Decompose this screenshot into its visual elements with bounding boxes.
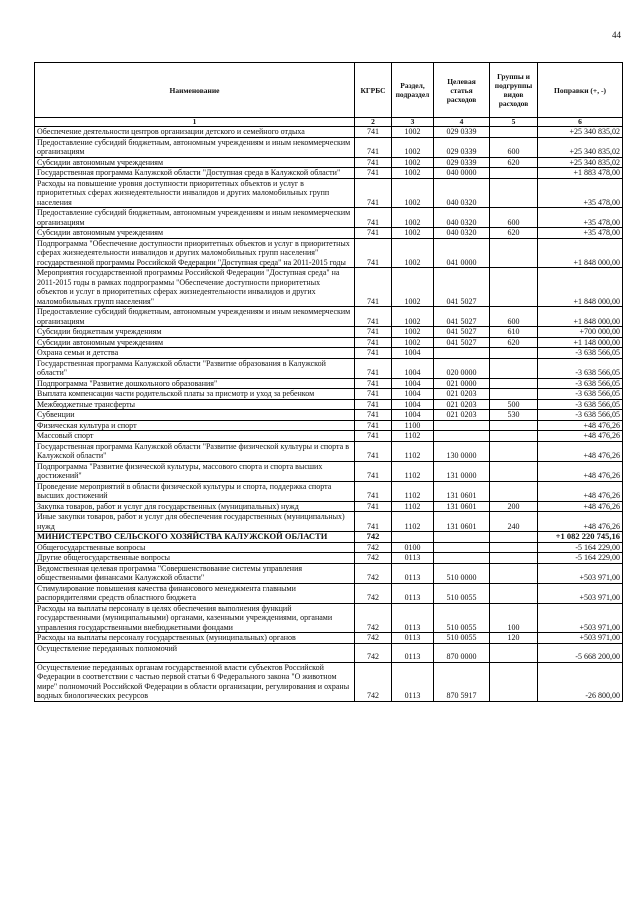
row-target-article: 041 5027 [434, 268, 490, 307]
row-expense-group: 120 [490, 633, 538, 644]
row-amount: +503 971,00 [538, 563, 623, 583]
row-kgrbs: 741 [355, 137, 392, 157]
row-expense-group [490, 532, 538, 543]
row-target-article: 029 0339 [434, 137, 490, 157]
row-target-article: 021 0203 [434, 410, 490, 421]
table-row [35, 168, 623, 179]
row-kgrbs: 741 [355, 358, 392, 378]
row-name: Проведение мероприятий в области физической культуры и спорта, поддержка спорта высших достижений [35, 481, 355, 501]
row-name: Расходы на выплаты персоналу в целях обеспечения выполнения функций государственными (муниципальными) органами, казенными учреждениями, органами управления государственными внебюджетными фондами [35, 603, 355, 633]
row-name: Обеспечение деятельности центров организации детского и семейного отдыха [35, 127, 355, 138]
table-row [35, 389, 623, 400]
table-row [35, 327, 623, 338]
row-section: 1002 [392, 327, 434, 338]
table-row [35, 481, 623, 501]
row-target-article [434, 420, 490, 431]
row-expense-group: 500 [490, 399, 538, 410]
row-target-article: 029 0339 [434, 127, 490, 138]
row-kgrbs: 741 [355, 337, 392, 348]
row-expense-group: 240 [490, 512, 538, 532]
table-row [35, 178, 623, 208]
header-kgrbs: КГРБС [355, 63, 392, 118]
row-amount: -5 164 229,00 [538, 553, 623, 564]
row-section: 0100 [392, 542, 434, 553]
row-expense-group [490, 420, 538, 431]
row-kgrbs: 742 [355, 532, 392, 543]
row-amount: +35 478,00 [538, 208, 623, 228]
row-kgrbs: 742 [355, 553, 392, 564]
row-name: МИНИСТЕРСТВО СЕЛЬСКОГО ХОЗЯЙСТВА КАЛУЖСКОЙ ОБЛАСТИ [35, 532, 355, 543]
row-expense-group [490, 662, 538, 701]
row-amount: +1 848 000,00 [538, 238, 623, 268]
table-row [35, 137, 623, 157]
row-section: 1004 [392, 399, 434, 410]
row-expense-group: 620 [490, 337, 538, 348]
row-name: Субсидии автономным учреждениям [35, 228, 355, 239]
table-body [35, 118, 623, 702]
row-target-article: 029 0339 [434, 157, 490, 168]
row-amount: +503 971,00 [538, 583, 623, 603]
row-name: Массовый спорт [35, 431, 355, 442]
row-section: 0113 [392, 633, 434, 644]
row-kgrbs: 741 [355, 461, 392, 481]
row-name: Стимулирование повышения качества финансового менеджмента главными распорядителями средств областного бюджета [35, 583, 355, 603]
row-expense-group [490, 348, 538, 359]
row-section: 1004 [392, 348, 434, 359]
row-name: Осуществление переданных органам государственной власти субъектов Российской Федерации в соответствии с частью первой статьи 6 Федерального закона "О животном мире" полномочий Российской Федерации в области организации, регулирования и охраны водных биологических ресурсов [35, 662, 355, 701]
row-name: Государственная программа Калужской области "Развитие образования в Калужской области" [35, 358, 355, 378]
row-target-article: 021 0203 [434, 389, 490, 400]
row-name: Предоставление субсидий бюджетным, автономным учреждениям и иным некоммерческим организациям [35, 307, 355, 327]
table-row [35, 603, 623, 633]
row-section: 1102 [392, 441, 434, 461]
row-name: Подпрограмма "Развитие дошкольного образования" [35, 378, 355, 389]
row-target-article: 040 0000 [434, 168, 490, 179]
row-expense-group [490, 542, 538, 553]
table-row [35, 337, 623, 348]
row-expense-group [490, 168, 538, 179]
table-row [35, 358, 623, 378]
row-target-article [434, 348, 490, 359]
row-section: 1002 [392, 268, 434, 307]
row-target-article: 041 5027 [434, 327, 490, 338]
row-name: Выплата компенсации части родительской платы за присмотр и уход за ребенком [35, 389, 355, 400]
row-target-article: 021 0203 [434, 399, 490, 410]
table-row [35, 563, 623, 583]
row-kgrbs: 741 [355, 238, 392, 268]
row-section: 1102 [392, 481, 434, 501]
table-row [35, 662, 623, 701]
row-name: Расходы на повышение уровня доступности приоритетных объектов и услуг в приоритетных сферах жизнедеятельности инвалидов и других маломобильных групп населения [35, 178, 355, 208]
row-amount: -3 638 566,05 [538, 399, 623, 410]
row-target-article: 040 0320 [434, 208, 490, 228]
row-section: 0113 [392, 603, 434, 633]
table-row [35, 268, 623, 307]
row-expense-group [490, 643, 538, 662]
row-amount: +1 883 478,00 [538, 168, 623, 179]
row-name: Межбюджетные трансферты [35, 399, 355, 410]
row-section: 0113 [392, 583, 434, 603]
row-target-article: 510 0055 [434, 583, 490, 603]
row-expense-group: 620 [490, 228, 538, 239]
row-name: Закупка товаров, работ и услуг для государственных (муниципальных) нужд [35, 501, 355, 512]
row-expense-group [490, 431, 538, 442]
row-kgrbs: 741 [355, 208, 392, 228]
row-target-article [434, 431, 490, 442]
table-row [35, 208, 623, 228]
table-row [35, 399, 623, 410]
row-section: 1002 [392, 127, 434, 138]
row-target-article: 870 0000 [434, 643, 490, 662]
row-kgrbs: 741 [355, 410, 392, 421]
row-target-article: 131 0601 [434, 501, 490, 512]
row-target-article: 870 5917 [434, 662, 490, 701]
header-target-article: Целевая статья расходов [434, 63, 490, 118]
column-number: 2 [355, 118, 392, 127]
row-kgrbs: 742 [355, 563, 392, 583]
table-row [35, 238, 623, 268]
table-header-row [35, 63, 623, 118]
row-section: 0113 [392, 643, 434, 662]
row-kgrbs: 741 [355, 348, 392, 359]
row-expense-group: 600 [490, 307, 538, 327]
row-target-article [434, 553, 490, 564]
row-expense-group [490, 481, 538, 501]
table-row [35, 633, 623, 644]
row-amount: +1 848 000,00 [538, 268, 623, 307]
row-target-article: 131 0601 [434, 481, 490, 501]
row-section: 1004 [392, 378, 434, 389]
row-section: 1102 [392, 501, 434, 512]
table-row [35, 512, 623, 532]
row-section: 1002 [392, 238, 434, 268]
row-kgrbs: 742 [355, 542, 392, 553]
row-name: Предоставление субсидий бюджетным, автономным учреждениям и иным некоммерческим организациям [35, 208, 355, 228]
row-amount: +1 082 220 745,16 [538, 532, 623, 543]
row-target-article: 510 0055 [434, 603, 490, 633]
row-amount: +48 476,26 [538, 512, 623, 532]
column-number: 6 [538, 118, 623, 127]
row-expense-group: 600 [490, 208, 538, 228]
row-section [392, 532, 434, 543]
row-section: 1002 [392, 228, 434, 239]
row-section: 1102 [392, 461, 434, 481]
row-expense-group [490, 378, 538, 389]
table-row [35, 501, 623, 512]
row-name: Физическая культура и спорт [35, 420, 355, 431]
page-number: 44 [612, 30, 621, 40]
column-number: 3 [392, 118, 434, 127]
row-section: 0113 [392, 662, 434, 701]
row-kgrbs: 741 [355, 420, 392, 431]
table-row [35, 553, 623, 564]
row-name: Осуществление переданных полномочий [35, 643, 355, 662]
row-amount: -3 638 566,05 [538, 348, 623, 359]
row-amount: +35 478,00 [538, 228, 623, 239]
row-expense-group: 200 [490, 501, 538, 512]
row-amount: +25 340 835,02 [538, 127, 623, 138]
table-row [35, 431, 623, 442]
row-amount: +48 476,26 [538, 420, 623, 431]
row-name: Субсидии автономным учреждениям [35, 337, 355, 348]
row-amount: -26 800,00 [538, 662, 623, 701]
header-amendments: Поправки (+, -) [538, 63, 623, 118]
row-name: Субсидии бюджетным учреждениям [35, 327, 355, 338]
row-target-article: 040 0320 [434, 228, 490, 239]
row-kgrbs: 742 [355, 643, 392, 662]
row-kgrbs: 741 [355, 228, 392, 239]
row-section: 0113 [392, 563, 434, 583]
row-target-article: 041 5027 [434, 307, 490, 327]
row-name: Субсидии автономным учреждениям [35, 157, 355, 168]
table-row [35, 228, 623, 239]
table-row [35, 643, 623, 662]
row-amount: +25 340 835,02 [538, 157, 623, 168]
row-section: 1004 [392, 410, 434, 421]
column-number-row [35, 118, 623, 127]
row-kgrbs: 741 [355, 178, 392, 208]
row-kgrbs: 742 [355, 633, 392, 644]
row-kgrbs: 741 [355, 441, 392, 461]
table-row [35, 378, 623, 389]
column-number: 4 [434, 118, 490, 127]
row-amount: +700 000,00 [538, 327, 623, 338]
row-section: 1002 [392, 137, 434, 157]
row-name: Охрана семьи и детства [35, 348, 355, 359]
table-row [35, 348, 623, 359]
row-section: 1002 [392, 208, 434, 228]
row-section: 0113 [392, 553, 434, 564]
header-expense-group: Группы и подгруппы видов расходов [490, 63, 538, 118]
table-row [35, 542, 623, 553]
row-expense-group [490, 238, 538, 268]
row-target-article: 041 0000 [434, 238, 490, 268]
row-amount: +25 340 835,02 [538, 137, 623, 157]
row-expense-group [490, 441, 538, 461]
row-amount: +503 971,00 [538, 603, 623, 633]
row-amount: +48 476,26 [538, 461, 623, 481]
row-target-article: 510 0000 [434, 563, 490, 583]
row-amount: +1 148 000,00 [538, 337, 623, 348]
row-amount: +48 476,26 [538, 431, 623, 442]
row-expense-group [490, 553, 538, 564]
row-expense-group [490, 389, 538, 400]
row-target-article [434, 532, 490, 543]
row-section: 1002 [392, 157, 434, 168]
row-name: Подпрограмма "Обеспечение доступности приоритетных объектов и услуг в приоритетных сферах жизнедеятельности инвалидов и других маломобильных групп населения" государственной программы Российской Федерации "Доступная среда" на 2011-2015 годы [35, 238, 355, 268]
row-section: 1002 [392, 307, 434, 327]
row-section: 1004 [392, 389, 434, 400]
row-kgrbs: 742 [355, 662, 392, 701]
row-name: Государственная программа Калужской области "Развитие физической культуры и спорта в Калужской области" [35, 441, 355, 461]
row-target-article: 131 0000 [434, 461, 490, 481]
row-kgrbs: 741 [355, 168, 392, 179]
row-amount: -3 638 566,05 [538, 358, 623, 378]
row-section: 1102 [392, 431, 434, 442]
row-amount: -3 638 566,05 [538, 389, 623, 400]
row-kgrbs: 741 [355, 399, 392, 410]
row-name: Иные закупки товаров, работ и услуг для обеспечения государственных (муниципальных) нужд [35, 512, 355, 532]
row-expense-group: 530 [490, 410, 538, 421]
row-amount: -3 638 566,05 [538, 378, 623, 389]
table-row [35, 410, 623, 421]
row-expense-group: 100 [490, 603, 538, 633]
row-name: Подпрограмма "Развитие физической культуры, массового спорта и спорта высших достижений" [35, 461, 355, 481]
budget-amendments-table [34, 62, 623, 702]
row-expense-group: 620 [490, 157, 538, 168]
row-target-article: 131 0601 [434, 512, 490, 532]
row-expense-group [490, 178, 538, 208]
row-expense-group [490, 461, 538, 481]
row-name: Государственная программа Калужской области "Доступная среда в Калужской области" [35, 168, 355, 179]
row-name: Ведомственная целевая программа "Совершенствование системы управления общественными финансами Калужской области" [35, 563, 355, 583]
row-expense-group [490, 358, 538, 378]
header-name: Наименование [35, 63, 355, 118]
row-kgrbs: 741 [355, 268, 392, 307]
row-amount: +1 848 000,00 [538, 307, 623, 327]
row-kgrbs: 742 [355, 583, 392, 603]
row-target-article: 040 0320 [434, 178, 490, 208]
row-amount: +503 971,00 [538, 633, 623, 644]
row-amount: +35 478,00 [538, 178, 623, 208]
row-section: 1002 [392, 168, 434, 179]
row-expense-group: 600 [490, 137, 538, 157]
row-target-article: 130 0000 [434, 441, 490, 461]
row-name: Другие общегосударственные вопросы [35, 553, 355, 564]
row-expense-group [490, 127, 538, 138]
row-expense-group [490, 563, 538, 583]
row-kgrbs: 741 [355, 431, 392, 442]
row-name: Общегосударственные вопросы [35, 542, 355, 553]
row-amount: +48 476,26 [538, 441, 623, 461]
row-name: Мероприятия государственной программы Российской Федерации "Доступная среда" на 2011-2015 годы в рамках подпрограммы "Обеспечение доступности приоритетных объектов и услуг в приоритетных сферах жизнедеятельности инвалидов и других маломобильных групп населения" [35, 268, 355, 307]
row-amount: -5 668 200,00 [538, 643, 623, 662]
table-row [35, 441, 623, 461]
row-kgrbs: 741 [355, 327, 392, 338]
row-section: 1002 [392, 178, 434, 208]
table-row [35, 532, 623, 543]
row-section: 1004 [392, 358, 434, 378]
row-target-article: 510 0055 [434, 633, 490, 644]
row-expense-group [490, 583, 538, 603]
row-target-article: 020 0000 [434, 358, 490, 378]
row-kgrbs: 741 [355, 127, 392, 138]
row-amount: +48 476,26 [538, 501, 623, 512]
table-row [35, 307, 623, 327]
column-number: 1 [35, 118, 355, 127]
row-target-article: 021 0000 [434, 378, 490, 389]
row-amount: -5 164 229,00 [538, 542, 623, 553]
row-section: 1102 [392, 512, 434, 532]
row-amount: +48 476,26 [538, 481, 623, 501]
row-section: 1100 [392, 420, 434, 431]
row-name: Расходы на выплаты персоналу государственных (муниципальных) органов [35, 633, 355, 644]
row-name: Субвенции [35, 410, 355, 421]
row-kgrbs: 741 [355, 512, 392, 532]
table-row [35, 157, 623, 168]
row-kgrbs: 741 [355, 481, 392, 501]
header-section: Раздел, подраздел [392, 63, 434, 118]
row-target-article: 041 5027 [434, 337, 490, 348]
table-row [35, 420, 623, 431]
row-kgrbs: 742 [355, 603, 392, 633]
row-expense-group [490, 268, 538, 307]
table-row [35, 127, 623, 138]
row-kgrbs: 741 [355, 157, 392, 168]
table-row [35, 461, 623, 481]
row-section: 1002 [392, 337, 434, 348]
table-row [35, 583, 623, 603]
row-kgrbs: 741 [355, 378, 392, 389]
row-kgrbs: 741 [355, 389, 392, 400]
row-name: Предоставление субсидий бюджетным, автономным учреждениям и иным некоммерческим организациям [35, 137, 355, 157]
column-number: 5 [490, 118, 538, 127]
row-amount: -3 638 566,05 [538, 410, 623, 421]
row-target-article [434, 542, 490, 553]
row-expense-group: 610 [490, 327, 538, 338]
row-kgrbs: 741 [355, 307, 392, 327]
row-kgrbs: 741 [355, 501, 392, 512]
